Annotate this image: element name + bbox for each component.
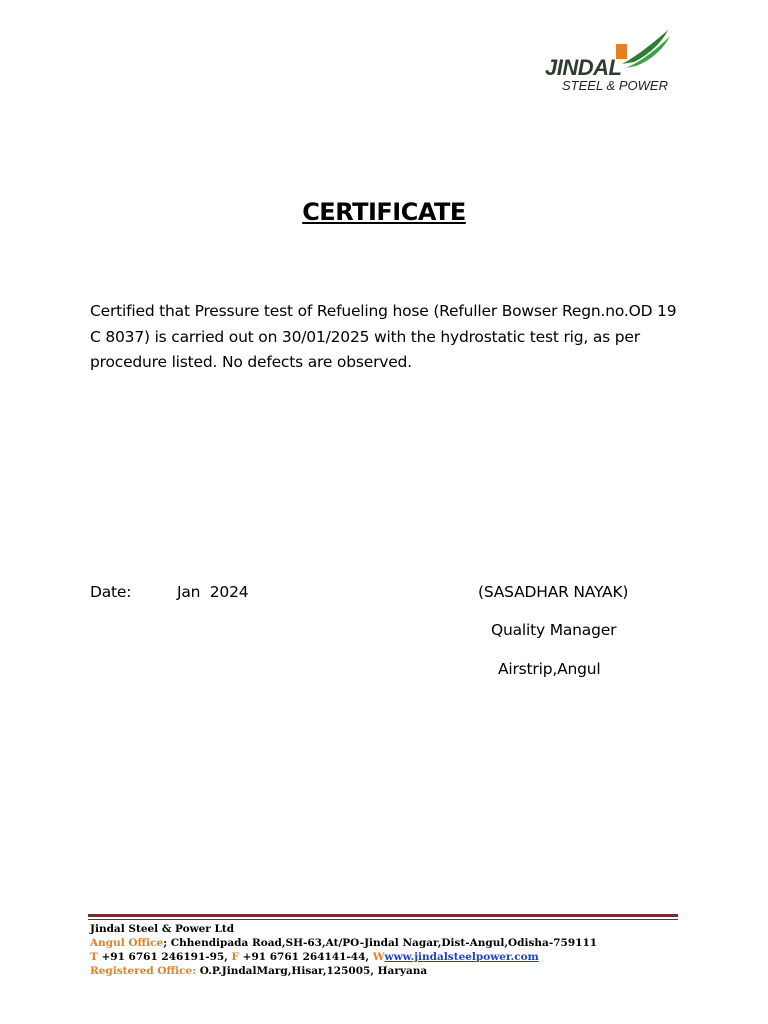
jindal-flag-icon xyxy=(612,28,676,72)
footer-divider xyxy=(88,914,678,917)
footer-web-label: W xyxy=(372,951,385,963)
footer-office-address: ; Chhendipada Road,SH-63,At/PO-Jindal Nagar,Dist-Angul,Odisha-759111 xyxy=(163,937,598,949)
footer-website-link[interactable]: www.jindalsteelpower.com xyxy=(384,951,539,963)
certificate-body: Certified that Pressure test of Refueling hose (Refuller Bowser Regn.no.OD 19 C 8037) is carried out on 30/01/2025 with the hydrostatic test rig, as per procedure listed. No defects are observed. xyxy=(90,302,677,371)
date-value: Jan 2024 xyxy=(177,583,249,601)
signatory-location: Airstrip,Angul xyxy=(498,660,601,678)
footer xyxy=(90,922,597,978)
footer-registered-line xyxy=(90,964,597,978)
certificate-title: CERTIFICATE xyxy=(302,198,466,226)
footer-divider-thin xyxy=(88,919,678,920)
footer-phone-label: T xyxy=(90,951,98,963)
signatory-name: (SASADHAR NAYAK) xyxy=(478,583,629,601)
footer-fax-label: F xyxy=(231,951,240,963)
footer-contact-line xyxy=(90,950,597,964)
logo-subtitle-text: STEEL & POWER xyxy=(562,78,668,93)
logo-brand-text: JINDAL xyxy=(545,55,622,80)
footer-company: Jindal Steel & Power Ltd xyxy=(90,923,235,935)
footer-registered-label: Registered Office: xyxy=(90,965,197,977)
footer-fax: +91 6761 264141-44, xyxy=(239,951,373,963)
company-logo xyxy=(536,28,678,96)
footer-registered-address: O.P.JindalMarg,Hisar,125005, Haryana xyxy=(196,965,428,977)
date-label: Date: xyxy=(90,583,132,601)
footer-office-line xyxy=(90,936,597,950)
footer-phone: +91 6761 246191-95, xyxy=(97,951,232,963)
footer-office-label: Angul Office xyxy=(90,937,164,949)
signatory-designation: Quality Manager xyxy=(491,621,617,639)
